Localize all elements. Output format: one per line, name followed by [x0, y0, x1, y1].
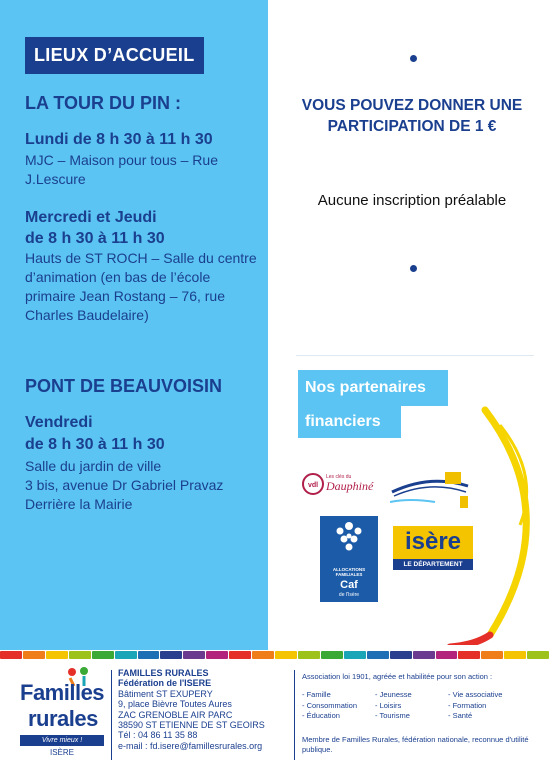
caf-text-l1: ALLOCATIONS [332, 567, 366, 572]
caf-family-icon [320, 516, 378, 562]
brand-slogan: Vivre mieux ! [20, 735, 104, 746]
stripe-segment [321, 651, 343, 659]
org-name: FAMILLES RURALES [118, 668, 209, 678]
stripe-segment [0, 651, 22, 659]
stripe-segment [344, 651, 366, 659]
lieux-accueil-badge: LIEUX D’ACCUEIL [25, 37, 204, 74]
brand-word-l1: Familles [20, 680, 105, 705]
dauphine-vdl: vdl [307, 482, 319, 489]
slot1-location: MJC – Maison pour tous – Rue J.Lescure [25, 152, 218, 187]
partners-heading-l1-box [298, 370, 448, 406]
stripe-segment [92, 651, 114, 659]
caf-text-l4: de l'Isère [338, 592, 360, 598]
activities-grid [302, 690, 542, 722]
activity-item: - Loisirs [375, 700, 402, 710]
stripe-segment [367, 651, 389, 659]
stripe-segment [436, 651, 458, 659]
municipal-bridge-logo-icon [390, 466, 470, 510]
membership-text: Membre de Familles Rurales, fédération nationale, reconnue d'utilité publique. [302, 735, 529, 754]
stripe-segment [229, 651, 251, 659]
brand-region: ISÈRE [49, 748, 74, 757]
donation-text: VOUS POUVEZ DONNER UNE PARTICIPATION DE 1 € [301, 97, 523, 135]
stripe-segment [458, 651, 480, 659]
activity-item: - Tourisme [375, 711, 410, 720]
slot1-schedule: Lundi de 8 h 30 à 11 h 30 [25, 131, 213, 148]
dauphine-logo-icon [302, 470, 382, 496]
slot3-location-l2: 3 bis, avenue Dr Gabriel Pravaz [25, 477, 224, 493]
stripe-segment [413, 651, 435, 659]
stripe-segment [69, 651, 91, 659]
org-phone: Tél : 04 86 11 35 88 [118, 730, 198, 741]
no-registration-text: Aucune inscription préalable [317, 192, 507, 209]
footer-divider [111, 670, 112, 760]
stripe-segment [183, 651, 205, 659]
stripe-segment [46, 651, 68, 659]
town-la-tour-du-pin: LA TOUR DU PIN : [25, 93, 181, 113]
decorative-arc-icon [390, 405, 550, 645]
activity-item: - Santé [448, 711, 473, 720]
stripe-segment [527, 651, 549, 659]
dauphine-small: Les clés du [326, 474, 352, 480]
caf-logo [320, 516, 378, 602]
association-text: Association loi 1901, agréée et habilitée pour son action : [302, 672, 493, 681]
isere-word: isère [393, 526, 473, 559]
org-address-block [118, 668, 265, 751]
slot2-days: Mercredi et Jeudi [25, 209, 157, 226]
slot3-location-l3: Derrière la Mairie [25, 496, 133, 512]
slot3-hours: de 8 h 30 à 11 h 30 [25, 436, 165, 453]
slot2-hours: de 8 h 30 à 11 h 30 [25, 230, 165, 247]
slot3-location-l1: Salle du jardin de ville [25, 458, 162, 474]
bullet-dot-icon [410, 55, 417, 62]
org-line: 9, place Bièvre Toutes Aures [118, 699, 232, 710]
caf-text-l2: FAMILIALES [335, 572, 363, 577]
color-stripe [0, 651, 550, 661]
stripe-segment [504, 651, 526, 659]
stripe-segment [252, 651, 274, 659]
stripe-segment [390, 651, 412, 659]
isere-sub: LE DÉPARTEMENT [393, 559, 473, 570]
stripe-segment [115, 651, 137, 659]
bullet-dot-icon [410, 265, 417, 272]
stripe-segment [23, 651, 45, 659]
activity-item: - Vie associative [448, 690, 503, 699]
dauphine-word: Dauphiné [326, 479, 374, 493]
activity-item: - Éducation [302, 711, 340, 720]
stripe-segment [275, 651, 297, 659]
org-line: ZAC GRENOBLE AIR PARC [118, 709, 233, 720]
partners-heading-l2: financiers [305, 413, 381, 430]
footer-divider [294, 670, 295, 760]
isere-logo [393, 526, 473, 570]
slot3-days: Vendredi [25, 414, 93, 431]
divider [296, 355, 534, 356]
partners-heading-l2-box [298, 404, 401, 438]
org-federation: Fédération de l'ISERE [118, 678, 212, 689]
org-line: 38590 ST ETIENNE DE ST GEOIRS [118, 720, 265, 731]
brand-word-l2: rurales [28, 706, 98, 731]
stripe-segment [298, 651, 320, 659]
partners-heading-l1: Nos partenaires [305, 379, 426, 396]
stripe-segment [160, 651, 182, 659]
stripe-segment [481, 651, 503, 659]
activity-item: - Jeunesse [375, 690, 412, 699]
town-pont-de-beauvoisin: PONT DE BEAUVOISIN [25, 376, 223, 396]
slot2-location: Hauts de ST ROCH – Salle du centre d’animation (en bas de l’école primaire Jean Rostang – 76, rue Charles Baudelaire) [25, 250, 257, 323]
activity-item: - Consommation [302, 700, 358, 710]
org-line: Bâtiment ST EXUPERY [118, 688, 213, 699]
stripe-segment [138, 651, 160, 659]
org-email[interactable]: e-mail : fd.isere@famillesrurales.org [118, 740, 263, 751]
activity-item: - Formation [448, 700, 487, 710]
stripe-segment [206, 651, 228, 659]
activity-item: - Famille [302, 690, 331, 699]
caf-text-l3: Caf [340, 579, 358, 591]
